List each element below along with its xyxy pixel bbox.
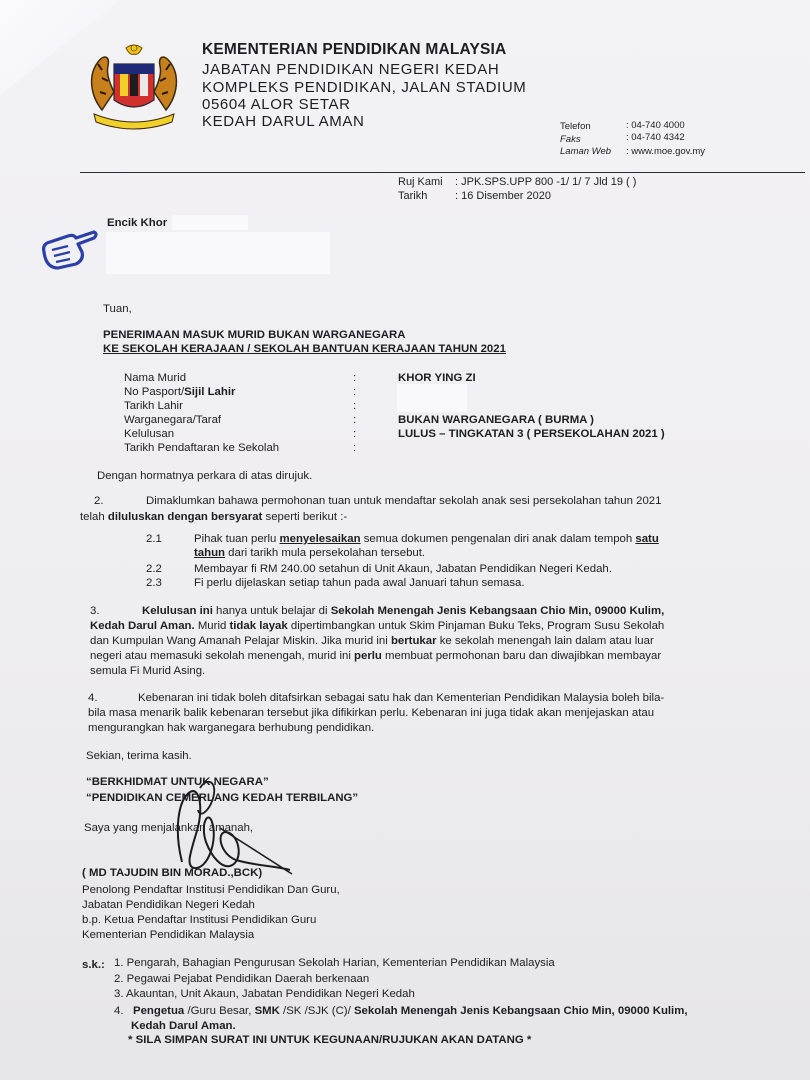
condition-text-cont: tahun dari tarikh mula persekolahan tersebut. <box>194 547 426 559</box>
para4-line3: mengurangkan hak warganegara berhubung pendidikan. <box>88 722 375 734</box>
department-name: JABATAN PENDIDIKAN NEGERI KEDAH <box>202 61 500 78</box>
signatory-name: ( MD TAJUDIN BIN MORAD.,BCK) <box>82 867 263 879</box>
cc-item: Pengetua /Guru Besar, SMK /SK /SJK (C)/ Sekolah Menengah Jenis Kebangsaan Chio Min, 09000 Kulim, <box>133 1005 688 1017</box>
para2-line2: telah diluluskan dengan bersyarat seperti berikut :- <box>80 511 348 523</box>
ministry-name: KEMENTERIAN PENDIDIKAN MALAYSIA <box>202 41 507 58</box>
para3-line4: negeri atau memasuki sekolah menengah, murid ini perlu membuat permohonan baru dan diwajibkan membayar <box>90 650 662 662</box>
detail-colon: : <box>353 400 357 412</box>
redaction-box <box>106 232 330 274</box>
contact-value: : www.moe.gov.my <box>626 146 706 157</box>
signatory-title: b.p. Ketua Pendaftar Institusi Pendidikan Guru <box>82 914 317 926</box>
para-number: 4. <box>88 692 98 704</box>
signatory-title: Penolong Pendaftar Institusi Pendidikan Dan Guru, <box>82 884 340 896</box>
subject-line-1: PENERIMAAN MASUK MURID BUKAN WARGANEGARA <box>103 329 406 341</box>
detail-label: Tarikh Pendaftaran ke Sekolah <box>124 442 280 454</box>
condition-text: Membayar fi RM 240.00 setahun di Unit Akaun, Jabatan Pendidikan Negeri Kedah. <box>194 563 612 575</box>
address-line-1: KOMPLEKS PENDIDIKAN, JALAN STADIUM <box>202 79 527 96</box>
footer-note: * SILA SIMPAN SURAT INI UNTUK KEGUNAAN/RUJUKAN AKAN DATANG * <box>128 1034 532 1046</box>
detail-value: LULUS – TINGKATAN 3 ( PERSEKOLAHAN 2021 ) <box>398 428 665 440</box>
subject-line-2: KE SEKOLAH KERAJAAN / SEKOLAH BANTUAN KERAJAAN TAHUN 2021 <box>103 343 506 355</box>
detail-label: No Pasport/Sijil Lahir <box>124 386 236 398</box>
para3-line3: dan Kumpulan Wang Amanah Pelajar Miskin. Jika murid ini bertukar ke sekolah menengah lain dalam atau luar <box>90 635 654 647</box>
detail-value: KHOR YING ZI <box>398 372 476 384</box>
detail-label: Tarikh Lahir <box>124 400 183 412</box>
para-number: 2. <box>94 495 104 507</box>
signatory-title: Kementerian Pendidikan Malaysia <box>82 929 255 941</box>
date-value: : 16 Disember 2020 <box>455 190 551 202</box>
detail-colon: : <box>353 414 357 426</box>
cc-item: 3. Akauntan, Unit Akaun, Jabatan Pendidikan Negeri Kedah <box>114 988 415 1000</box>
contact-label: Faks <box>560 134 581 145</box>
ref-value: : JPK.SPS.UPP 800 -1/ 1/ 7 Jld 19 ( ) <box>455 176 637 188</box>
para3-line1: Kelulusan ini hanya untuk belajar di Sekolah Menengah Jenis Kebangsaan Chio Min, 09000 Kulim, <box>142 605 665 617</box>
address-line-3: KEDAH DARUL AMAN <box>202 113 365 130</box>
para-number: 3. <box>90 605 100 617</box>
detail-label: Nama Murid <box>124 372 187 384</box>
recipient-name: Encik Khor <box>107 217 168 229</box>
slogan-1: “BERKHIDMAT UNTUK NEGARA” <box>86 776 269 788</box>
contact-label: Telefon <box>560 121 591 132</box>
detail-value: BUKAN WARGANEGARA ( BURMA ) <box>398 414 594 426</box>
para3-line2: Kedah Darul Aman. Murid tidak layak dipertimbangkan untuk Skim Pinjaman Buku Teks, Program Susu Sekolah <box>90 620 665 632</box>
para2-line1: Dimaklumkan bahawa permohonan tuan untuk mendaftar sekolah anak sesi persekolahan tahun 2021 <box>146 495 662 507</box>
condition-text: Pihak tuan perlu menyelesaikan semua dokumen pengenalan diri anak dalam tempoh satu <box>194 533 659 545</box>
condition-number: 2.2 <box>146 563 162 575</box>
intro-line: Dengan hormatnya perkara di atas dirujuk. <box>97 470 313 482</box>
date-label: Tarikh <box>398 190 428 202</box>
trust-line: Saya yang menjalankan amanah, <box>84 822 254 834</box>
cc-item-number: 4. <box>114 1005 124 1017</box>
ref-label: Ruj Kami <box>398 176 443 188</box>
cc-item: 2. Pegawai Pejabat Pendidikan Daerah berkenaan <box>114 973 370 985</box>
detail-colon: : <box>353 428 357 440</box>
redaction-box <box>172 215 248 230</box>
contact-value: : 04-740 4000 <box>626 120 685 131</box>
detail-label: Kelulusan <box>124 428 175 440</box>
contact-value: : 04-740 4342 <box>626 132 685 143</box>
para3-line5: semula Fi Murid Asing. <box>90 665 206 677</box>
detail-colon: : <box>353 386 357 398</box>
closing-line: Sekian, terima kasih. <box>86 750 192 762</box>
slogan-2: “PENDIDIKAN CEMERLANG KEDAH TERBILANG” <box>86 792 359 804</box>
address-line-2: 05604 ALOR SETAR <box>202 96 351 113</box>
redaction-box <box>397 384 467 412</box>
contact-label: Laman Web <box>560 146 612 157</box>
cc-item: 1. Pengarah, Bahagian Pengurusan Sekolah Harian, Kementerian Pendidikan Malaysia <box>114 957 555 969</box>
coat-of-arms-icon <box>80 40 188 130</box>
condition-text: Fi perlu dijelaskan setiap tahun pada awal Januari tahun semasa. <box>194 577 525 589</box>
detail-colon: : <box>353 442 357 454</box>
para4-line2: bila masa menarik balik kebenaran tersebut jika difikirkan perlu. Kebenaran ini juga tidak akan menjejaskan atau <box>88 707 655 719</box>
para4-line1: Kebenaran ini tidak boleh ditafsirkan sebagai satu hak dan Kementerian Pendidikan Malaysia boleh bila- <box>138 692 665 704</box>
detail-colon: : <box>353 372 357 384</box>
cc-item-cont: Kedah Darul Aman. <box>131 1020 236 1032</box>
signatory-title: Jabatan Pendidikan Negeri Kedah <box>82 899 255 911</box>
detail-label: Warganegara/Taraf <box>124 414 222 426</box>
condition-number: 2.3 <box>146 577 162 589</box>
salutation: Tuan, <box>103 303 132 315</box>
pointing-hand-icon <box>38 222 98 274</box>
header-divider <box>80 172 805 173</box>
cc-label: s.k.: <box>82 959 105 971</box>
condition-number: 2.1 <box>146 533 162 545</box>
